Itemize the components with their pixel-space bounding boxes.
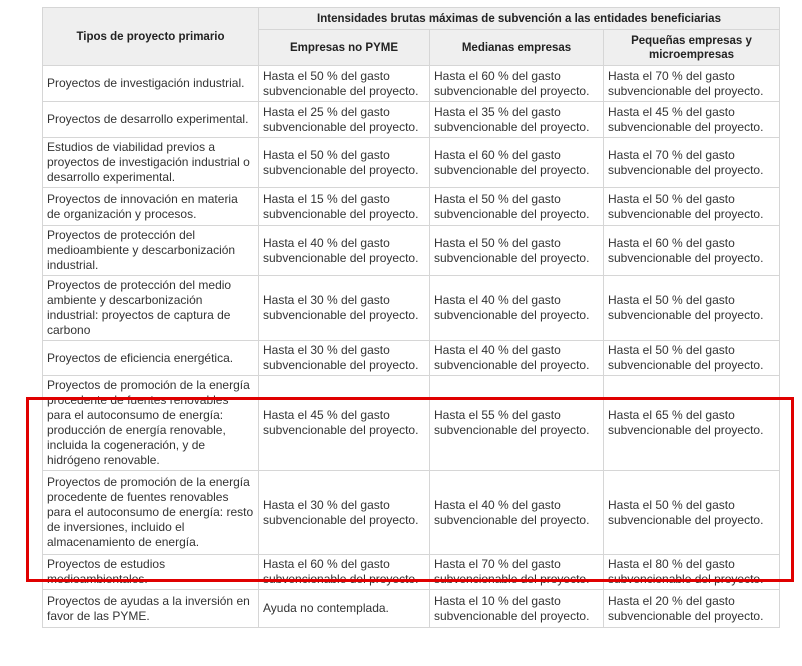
intensity-cell: Hasta el 60 % del gasto subvencionable del proyecto. [430,66,604,102]
header-col-medianas: Medianas empresas [430,30,604,66]
table-row [43,471,780,555]
project-type-cell: Proyectos de protección del medio ambiente y descarbonización industrial: proyectos de captura de carbono [43,276,259,341]
table-row [43,188,780,226]
intensity-cell: Hasta el 10 % del gasto subvencionable del proyecto. [430,590,604,628]
intensity-cell: Hasta el 50 % del gasto subvencionable del proyecto. [430,188,604,226]
intensity-cell: Hasta el 25 % del gasto subvencionable del proyecto. [259,102,430,138]
intensity-cell: Hasta el 35 % del gasto subvencionable del proyecto. [430,102,604,138]
intensity-cell: Hasta el 80 % del gasto subvencionable del proyecto. [604,555,780,590]
intensity-cell: Hasta el 20 % del gasto subvencionable del proyecto. [604,590,780,628]
intensity-cell: Hasta el 50 % del gasto subvencionable del proyecto. [604,471,780,555]
header-col-pequenas: Pequeñas empresas y microempresas [604,30,780,66]
project-type-cell: Proyectos de promoción de la energía procedente de fuentes renovables para el autoconsumo de energía: resto de inversiones, incluido el almacenamiento de energía. [43,471,259,555]
intensity-cell: Hasta el 50 % del gasto subvencionable del proyecto. [604,341,780,376]
header-col-no-pyme: Empresas no PYME [259,30,430,66]
intensity-cell: Hasta el 60 % del gasto subvencionable del proyecto. [430,138,604,188]
intensity-cell: Hasta el 65 % del gasto subvencionable del proyecto. [604,376,780,471]
intensity-cell: Hasta el 50 % del gasto subvencionable del proyecto. [604,188,780,226]
intensity-cell: Hasta el 60 % del gasto subvencionable del proyecto. [604,226,780,276]
project-type-cell: Proyectos de ayudas a la inversión en favor de las PYME. [43,590,259,628]
table-row [43,590,780,628]
project-type-cell: Proyectos de desarrollo experimental. [43,102,259,138]
table-row [43,138,780,188]
project-type-cell: Proyectos de estudios medioambientales. [43,555,259,590]
intensity-cell: Hasta el 40 % del gasto subvencionable del proyecto. [430,471,604,555]
project-type-cell: Proyectos de promoción de la energía procedente de fuentes renovables para el autoconsumo de energía: producción de energía renovable, incluida la cogeneración, y de hidrógeno renovable. [43,376,259,471]
intensity-cell: Hasta el 50 % del gasto subvencionable del proyecto. [259,138,430,188]
table-row [43,376,780,471]
table-row [43,555,780,590]
intensity-cell: Hasta el 30 % del gasto subvencionable del proyecto. [259,341,430,376]
intensity-cell: Hasta el 30 % del gasto subvencionable del proyecto. [259,276,430,341]
table-row [43,226,780,276]
intensity-cell: Hasta el 60 % del gasto subvencionable del proyecto. [259,555,430,590]
table-row [43,276,780,341]
intensity-cell: Hasta el 15 % del gasto subvencionable del proyecto. [259,188,430,226]
project-type-cell: Proyectos de protección del medioambiente y descarbonización industrial. [43,226,259,276]
intensity-cell: Hasta el 70 % del gasto subvencionable del proyecto. [430,555,604,590]
project-type-cell: Estudios de viabilidad previos a proyectos de investigación industrial o desarrollo experimental. [43,138,259,188]
table-row [43,102,780,138]
project-type-cell: Proyectos de investigación industrial. [43,66,259,102]
intensity-cell: Hasta el 55 % del gasto subvencionable del proyecto. [430,376,604,471]
intensity-cell: Hasta el 30 % del gasto subvencionable del proyecto. [259,471,430,555]
intensity-cell: Hasta el 50 % del gasto subvencionable del proyecto. [259,66,430,102]
header-project-type: Tipos de proyecto primario [43,8,259,66]
intensity-cell: Hasta el 50 % del gasto subvencionable del proyecto. [430,226,604,276]
intensity-cell: Hasta el 50 % del gasto subvencionable del proyecto. [604,276,780,341]
intensity-cell: Hasta el 40 % del gasto subvencionable del proyecto. [259,226,430,276]
project-type-cell: Proyectos de eficiencia energética. [43,341,259,376]
project-type-cell: Proyectos de innovación en materia de organización y procesos. [43,188,259,226]
intensity-cell: Hasta el 40 % del gasto subvencionable del proyecto. [430,276,604,341]
intensity-cell: Hasta el 40 % del gasto subvencionable del proyecto. [430,341,604,376]
intensity-cell: Ayuda no contemplada. [259,590,430,628]
header-group: Intensidades brutas máximas de subvención a las entidades beneficiarias [259,8,780,30]
intensity-cell: Hasta el 45 % del gasto subvencionable del proyecto. [604,102,780,138]
table-row [43,341,780,376]
intensity-cell: Hasta el 45 % del gasto subvencionable del proyecto. [259,376,430,471]
table-row [43,66,780,102]
intensity-cell: Hasta el 70 % del gasto subvencionable del proyecto. [604,66,780,102]
subsidy-intensity-table [42,7,780,628]
intensity-cell: Hasta el 70 % del gasto subvencionable del proyecto. [604,138,780,188]
